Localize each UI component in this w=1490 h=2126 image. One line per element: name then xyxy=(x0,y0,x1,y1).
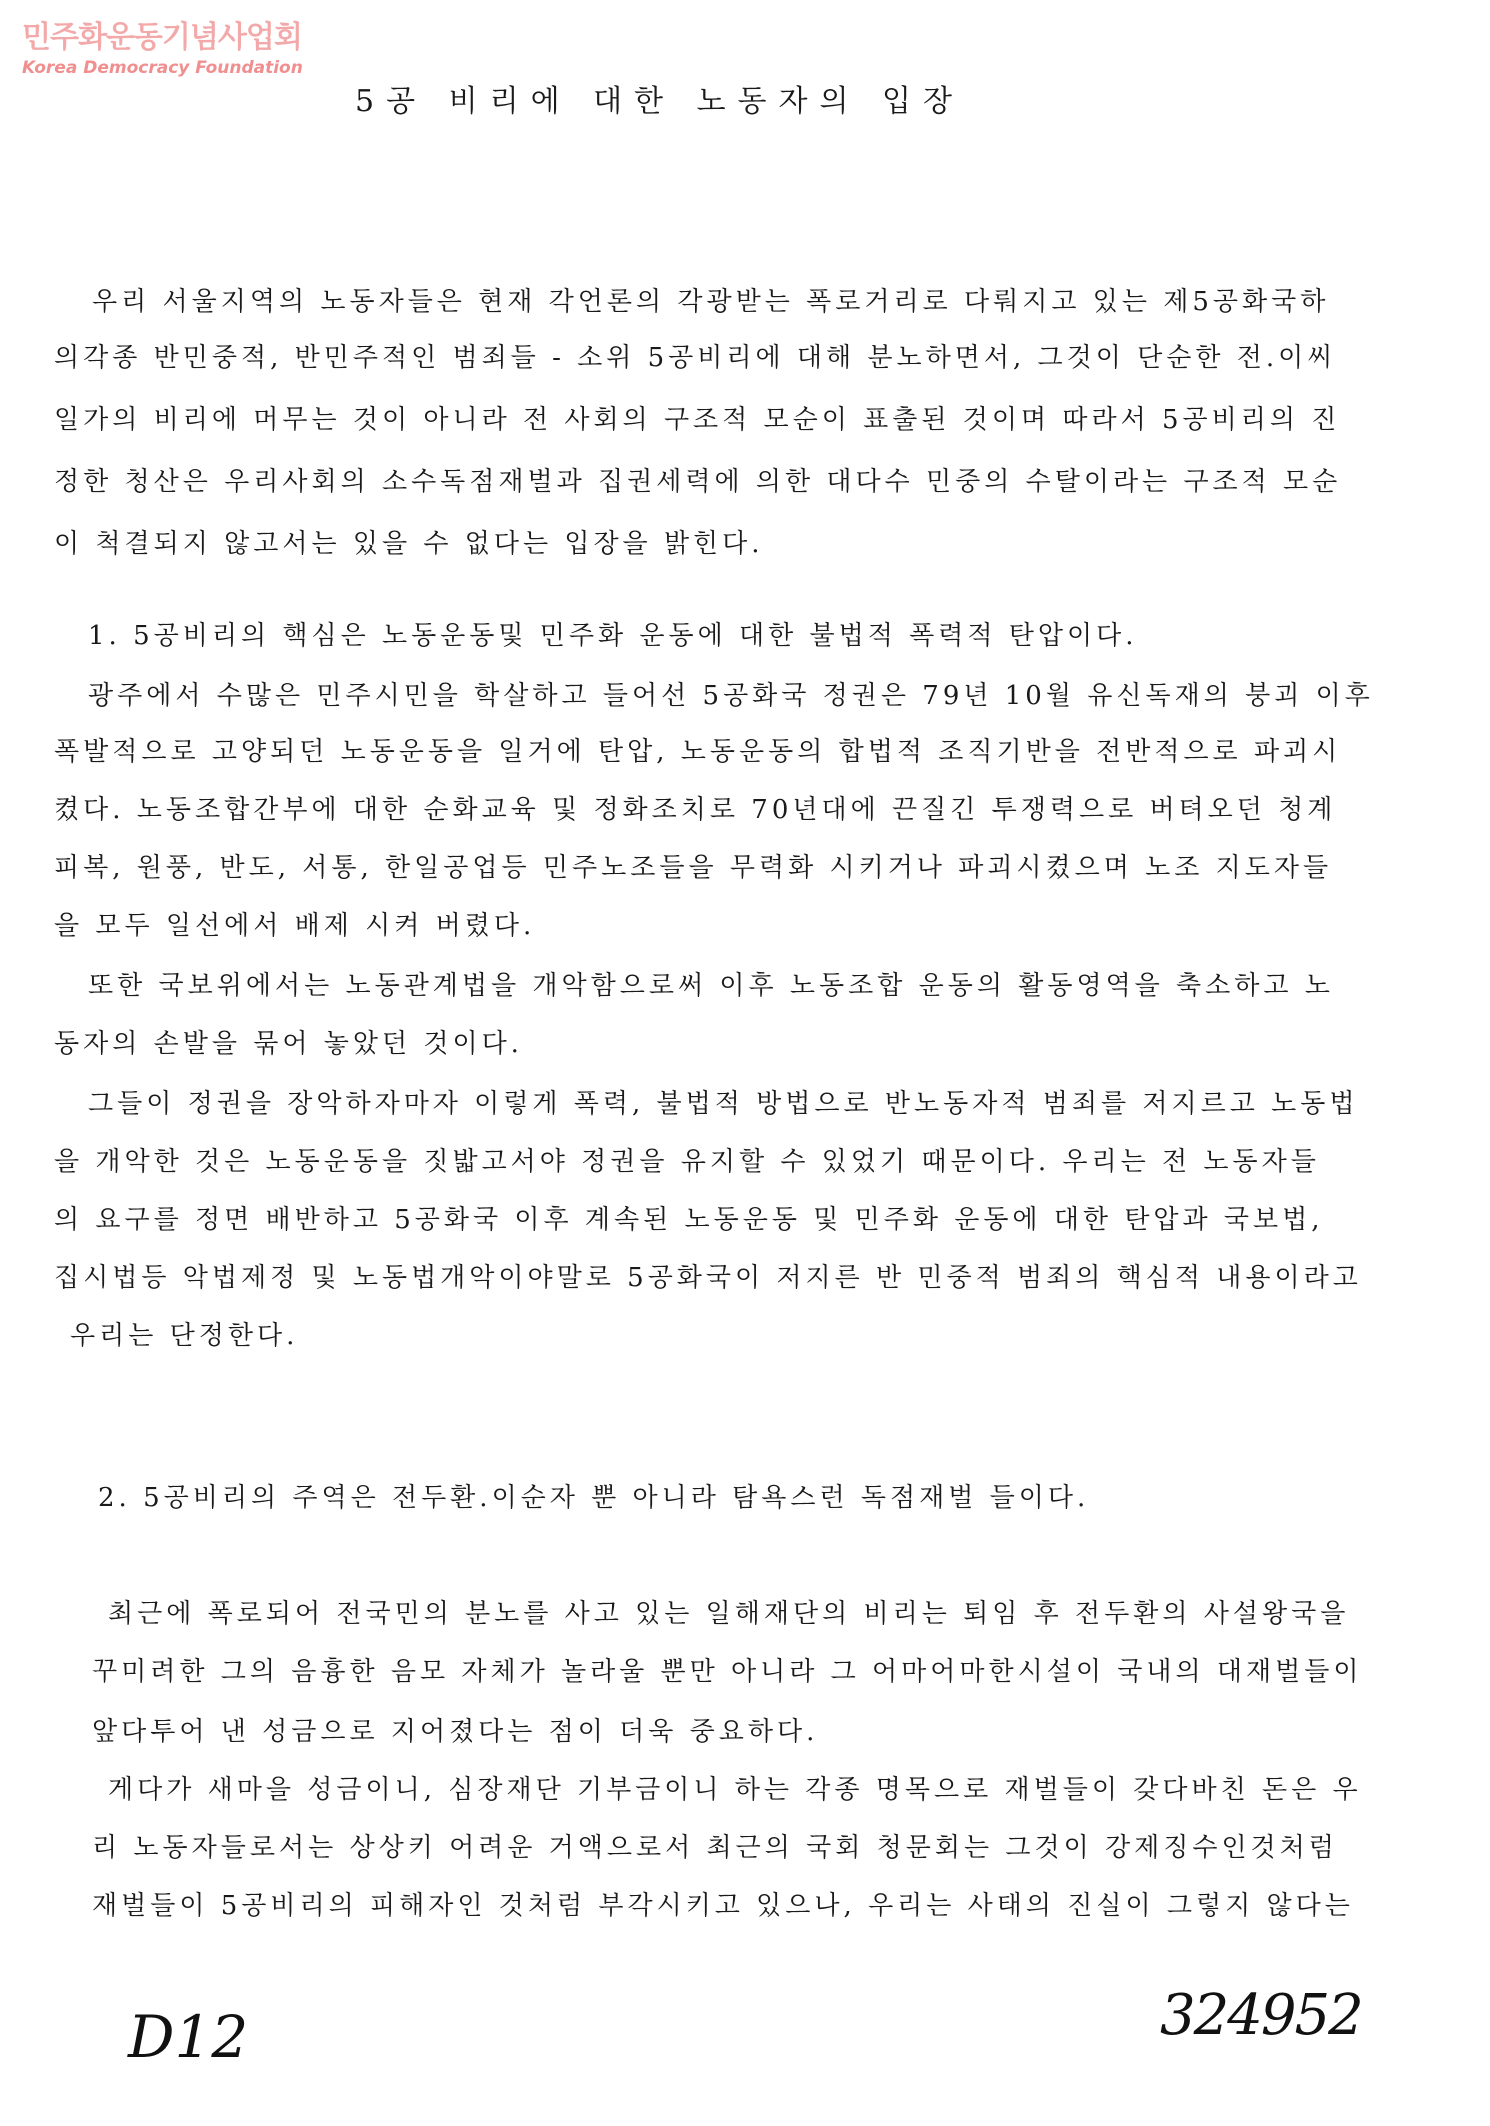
intro-line: 이 척결되지 않고서는 있을 수 없다는 입장을 밝힌다. xyxy=(54,529,764,559)
section2-line: 앞다투어 낸 성금으로 지어졌다는 점이 더욱 중요하다. xyxy=(92,1717,819,1747)
watermark-english: Korea Democracy Foundation xyxy=(22,58,303,78)
section1-line: 동자의 손발을 묶어 놓았던 것이다. xyxy=(54,1029,523,1059)
section1-line: 광주에서 수많은 민주시민을 학살하고 들어선 5공화국 정권은 79년 10월 유신독재의 붕괴 이후 xyxy=(88,681,1374,711)
document-title: 5공 비리에 대한 노동자의 입장 xyxy=(355,84,964,119)
section2-line: 최근에 폭로되어 전국민의 분노를 사고 있는 일해재단의 비리는 퇴임 후 전두환의 사설왕국을 xyxy=(108,1599,1350,1629)
intro-line: 정한 청산은 우리사회의 소수독점재벌과 집권세력에 의한 대다수 민중의 수탈이라는 구조적 모순 xyxy=(54,467,1342,497)
handwritten-number: 324952 xyxy=(1160,1983,1362,2048)
section2-line: 리 노동자들로서는 상상키 어려운 거액으로서 최근의 국회 청문회는 그것이 강제징수인것처럼 xyxy=(92,1833,1338,1863)
intro-line: 우리 서울지역의 노동자들은 현재 각언론의 각광받는 폭로거리로 다뤄지고 있는 제5공화국하 xyxy=(92,287,1330,317)
foundation-watermark xyxy=(22,20,322,78)
section2-line: 재벌들이 5공비리의 피해자인 것처럼 부각시키고 있으나, 우리는 사태의 진실이 그렇지 않다는 xyxy=(92,1891,1354,1921)
intro-line: 일가의 비리에 머무는 것이 아니라 전 사회의 구조적 모순이 표출된 것이며 따라서 5공비리의 진 xyxy=(54,405,1341,435)
section1-line: 을 모두 일선에서 배제 시켜 버렸다. xyxy=(54,911,536,941)
section1-line: 그들이 정권을 장악하자마자 이렇게 폭력, 불법적 방법으로 반노동자적 범죄를 저지르고 노동법 xyxy=(88,1089,1359,1119)
section1-line: 또한 국보위에서는 노동관계법을 개악함으로써 이후 노동조합 운동의 활동영역을 축소하고 노 xyxy=(88,971,1334,1001)
watermark-korean: 민주화운동기념사업회 xyxy=(22,20,302,55)
section1-line: 켰다. 노동조합간부에 대한 순화교육 및 정화조치로 70년대에 끈질긴 투쟁력으로 버텨오던 청계 xyxy=(54,795,1337,825)
section1-line: 우리는 단정한다. xyxy=(70,1321,299,1351)
section2-heading: 2. 5공비리의 주역은 전두환.이순자 뿐 아니라 탐욕스런 독점재벌 들이다. xyxy=(98,1483,1090,1513)
intro-line: 의각종 반민중적, 반민주적인 범죄들 - 소위 5공비리에 대해 분노하면서, 그것이 단순한 전.이씨 xyxy=(54,343,1337,373)
section2-line: 꾸미려한 그의 음흉한 음모 자체가 놀라울 뿐만 아니라 그 어마어마한시설이 국내의 대재벌들이 xyxy=(92,1657,1363,1687)
handwritten-code: D12 xyxy=(128,2003,249,2071)
section1-line: 집시법등 악법제정 및 노동법개악이야말로 5공화국이 저지른 반 민중적 범죄의 핵심적 내용이라고 xyxy=(54,1263,1362,1293)
section1-line: 의 요구를 정면 배반하고 5공화국 이후 계속된 노동운동 및 민주화 운동에 대한 탄압과 국보법, xyxy=(54,1205,1324,1235)
section1-line: 피복, 원풍, 반도, 서통, 한일공업등 민주노조들을 무력화 시키거나 파괴시켰으며 노조 지도자들 xyxy=(54,853,1333,883)
section2-line: 게다가 새마을 성금이니, 심장재단 기부금이니 하는 각종 명목으로 재벌들이 갖다바친 돈은 우 xyxy=(108,1775,1362,1805)
section1-line: 폭발적으로 고양되던 노동운동을 일거에 탄압, 노동운동의 합법적 조직기반을 전반적으로 파괴시 xyxy=(54,737,1342,767)
section1-line: 을 개악한 것은 노동운동을 짓밟고서야 정권을 유지할 수 있었기 때문이다. 우리는 전 노동자들 xyxy=(54,1147,1320,1177)
section1-heading: 1. 5공비리의 핵심은 노동운동및 민주화 운동에 대한 불법적 폭력적 탄압이다. xyxy=(88,621,1138,651)
